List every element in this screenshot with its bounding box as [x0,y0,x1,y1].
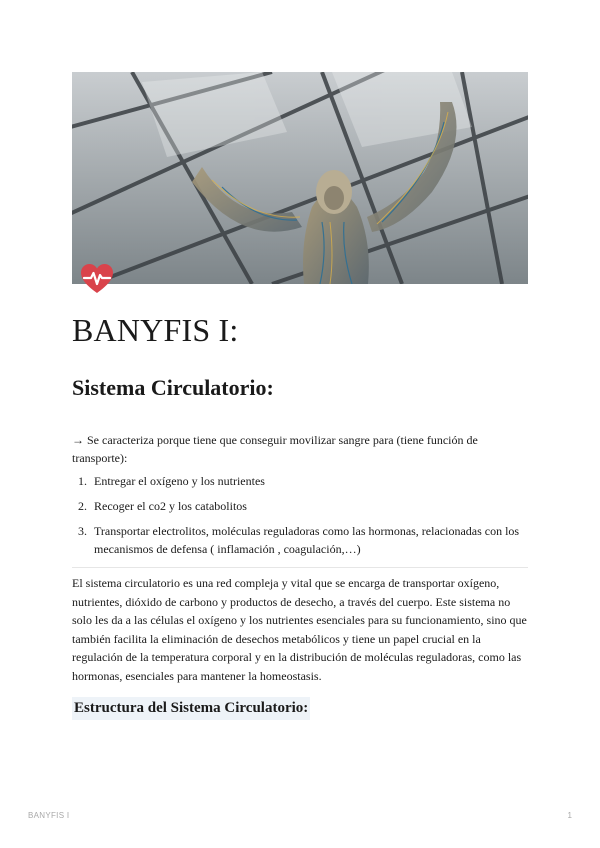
footer-title: BANYFIS I [28,811,70,820]
list-number: 2. [78,499,87,513]
page-subtitle: Sistema Circulatorio: [72,375,274,400]
intro-text: → Se caracteriza porque tiene que conseguir movilizar sangre para (tiene función de transporte): [72,433,478,465]
divider [72,567,528,568]
list-number: 3. [78,524,87,538]
list-item [72,472,528,490]
page-number: 1 [567,811,572,820]
list-number: 1. [78,474,87,488]
list-item [72,497,528,515]
hero-image [72,72,528,284]
page-title: BANYFIS I: [72,312,239,348]
list-item [72,522,528,558]
list-text: Entregar el oxígeno y los nutrientes [94,474,265,488]
hero-illustration [72,72,528,284]
body-paragraph: El sistema circulatorio es una red compleja y vital que se encarga de transportar oxígeno, nutrientes, dióxido de carbono y productos de desecho, a través del cuerpo. Este sistema no solo les da a las células el oxígeno y los nutrientes esenciales para su funcionamiento, sino que también facilita la eliminación de desechos metabólicos y tiene un papel crucial en la regulación de la temperatura corporal y en la distribución de moléculas reguladoras, como las hormonas, esenciales para mantener la homeostasis. [72,576,527,683]
function-list [72,472,528,565]
list-text: Recoger el co2 y los catabolitos [94,499,247,513]
section-heading: Estructura del Sistema Circulatorio: [72,697,310,720]
heart-pulse-icon [80,262,114,296]
list-text: Transportar electrolitos, moléculas reguladoras como las hormonas, relacionadas con los mecanismos de defensa ( inflamación , coagulación,…) [94,524,520,556]
